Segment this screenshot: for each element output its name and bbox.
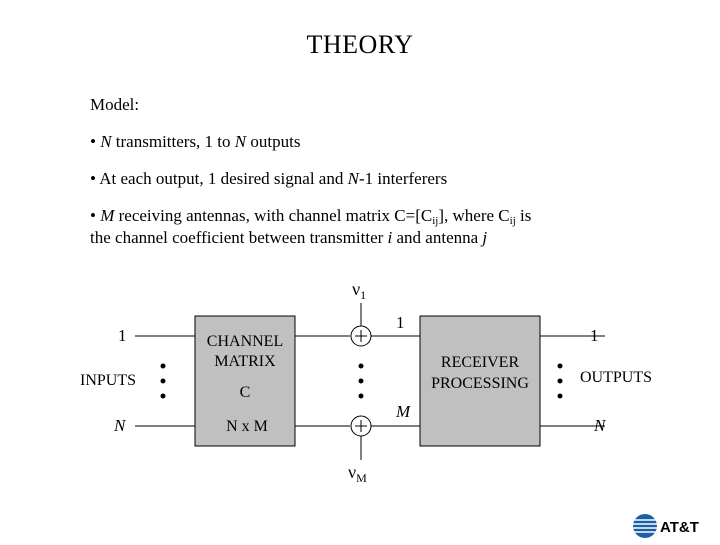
model-label: Model: [90,95,140,114]
receiver-box-line1: RECEIVER [440,354,520,371]
noise-top-label: $\nu_1$ [352,279,367,302]
adder-bottom-icon [351,416,371,436]
output-label-top: 1 [590,326,599,345]
output-label-bottom: N [594,416,606,435]
outputs-label: OUTPUTS [580,369,653,386]
att-globe-icon [633,514,657,538]
channel-box-symbol: C [239,384,251,401]
noise-bottom-label: $\nu_M$ [348,462,367,485]
receiver-box-line2: PROCESSING [431,375,529,392]
receiver-input-label-bottom: M [396,402,411,421]
adder-dots [359,364,364,399]
bullet-transmitters: • N transmitters, 1 to N outputs [90,132,301,151]
bullet-antennas: • M receiving antennas, with channel matrix $C=[C_{ij}]$, where $C_{ij}$ is the channel coefficient between transmitter i and antenna j [90,206,532,247]
channel-box-line2: MATRIX [214,353,276,370]
slide-title: THEORY [306,30,414,59]
att-logo-text: AT&T [660,519,699,536]
input-dots [161,364,166,399]
adder-top-icon [351,326,371,346]
output-dots [558,364,563,399]
inputs-label: INPUTS [80,372,137,389]
channel-box-dims: N x M [226,418,268,435]
input-label-top: 1 [118,326,127,345]
bullet-interferers: • At each output, 1 desired signal and N-1 interferers [90,169,448,188]
att-logo [632,512,712,545]
receiver-input-label-top: 1 [396,313,405,332]
channel-box-line1: CHANNEL [206,333,284,350]
input-label-bottom: N [114,416,126,435]
